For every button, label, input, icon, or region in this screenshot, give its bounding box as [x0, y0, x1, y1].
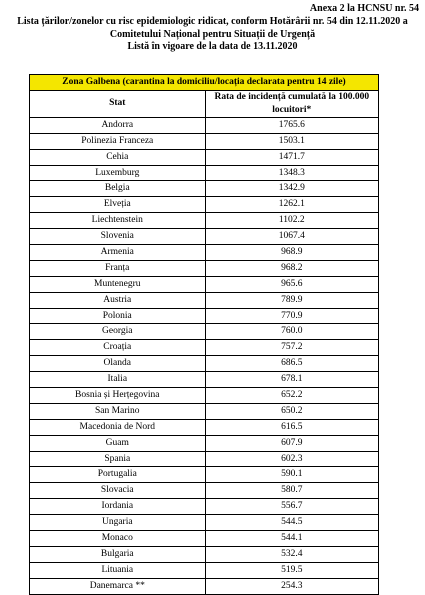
country-cell: Lituania: [30, 562, 206, 578]
country-cell: Luxemburg: [30, 165, 206, 181]
table-row: [30, 292, 379, 308]
country-cell: Italia: [30, 372, 206, 388]
table-row: [30, 340, 379, 356]
country-cell: Ungaria: [30, 515, 206, 531]
rate-cell: 602.3: [205, 451, 378, 467]
table-row: [30, 117, 379, 133]
rate-cell: 1348.3: [205, 165, 378, 181]
table-row: [30, 245, 379, 261]
country-cell: Polonia: [30, 308, 206, 324]
table-row: [30, 260, 379, 276]
country-cell: Portugalia: [30, 467, 206, 483]
title-line-2: Comitetului Național pentru Situații de Urgență: [109, 28, 316, 40]
country-cell: Cehia: [30, 149, 206, 165]
rate-cell: 556.7: [205, 499, 378, 515]
rate-cell: 1471.7: [205, 149, 378, 165]
zone-label: Zona Galbena (carantina la domiciliu/locația declarata pentru 14 zile): [30, 75, 379, 91]
rate-cell: 616.5: [205, 419, 378, 435]
table-row: [30, 229, 379, 245]
country-cell: Macedonia de Nord: [30, 419, 206, 435]
rate-cell: 1102.2: [205, 213, 378, 229]
document-heading: [0, 16, 425, 54]
country-cell: Guam: [30, 435, 206, 451]
rate-cell: 678.1: [205, 372, 378, 388]
rate-cell: 590.1: [205, 467, 378, 483]
rate-cell: 1342.9: [205, 181, 378, 197]
country-cell: Franța: [30, 260, 206, 276]
table-row: [30, 276, 379, 292]
country-cell: Slovenia: [30, 229, 206, 245]
country-cell: Georgia: [30, 324, 206, 340]
table-row: [30, 197, 379, 213]
col-rate-header: Rata de incidență cumulată la 100.000 locuitori*: [205, 90, 378, 117]
table-row: [30, 531, 379, 547]
table-row: [30, 388, 379, 404]
table-row: [30, 451, 379, 467]
country-cell: Muntenegru: [30, 276, 206, 292]
rate-cell: 650.2: [205, 403, 378, 419]
table-row: [30, 356, 379, 372]
country-cell: Monaco: [30, 531, 206, 547]
country-cell: Bosnia și Herțegovina: [30, 388, 206, 404]
country-table: [29, 74, 379, 595]
table-row: [30, 308, 379, 324]
rate-cell: 789.9: [205, 292, 378, 308]
col-country-header: Stat: [30, 90, 206, 117]
rate-cell: 968.2: [205, 260, 378, 276]
zone-header-row: [30, 75, 379, 91]
rate-cell: 770.9: [205, 308, 378, 324]
rate-cell: 652.2: [205, 388, 378, 404]
country-cell: Bulgaria: [30, 546, 206, 562]
rate-cell: 965.6: [205, 276, 378, 292]
table-row: [30, 403, 379, 419]
table-row: [30, 181, 379, 197]
country-cell: Croația: [30, 340, 206, 356]
country-cell: Belgia: [30, 181, 206, 197]
country-cell: Andorra: [30, 117, 206, 133]
country-cell: Polinezia Franceza: [30, 133, 206, 149]
table-row: [30, 546, 379, 562]
country-cell: Olanda: [30, 356, 206, 372]
table-row: [30, 372, 379, 388]
country-cell: Austria: [30, 292, 206, 308]
title-line-1: Lista țărilor/zonelor cu risc epidemiologic ridicat, conform Hotărârii nr. 54 din 12.11.2020 a: [17, 16, 408, 27]
table-row: [30, 165, 379, 181]
country-cell: San Marino: [30, 403, 206, 419]
title-line-3: Listă în vigoare de la data de 13.11.2020: [127, 41, 298, 52]
country-cell: Elveția: [30, 197, 206, 213]
table-row: [30, 419, 379, 435]
rate-cell: 519.5: [205, 562, 378, 578]
rate-cell: 757.2: [205, 340, 378, 356]
rate-cell: 1067.4: [205, 229, 378, 245]
rate-cell: 1262.1: [205, 197, 378, 213]
table-row: [30, 324, 379, 340]
column-header-row: [30, 90, 379, 117]
table-row: [30, 515, 379, 531]
table-row: [30, 578, 379, 594]
table-row: [30, 149, 379, 165]
country-cell: Danemarca **: [30, 578, 206, 594]
rate-cell: 254.3: [205, 578, 378, 594]
rate-cell: 544.5: [205, 515, 378, 531]
rate-cell: 1765.6: [205, 117, 378, 133]
country-cell: Spania: [30, 451, 206, 467]
table-row: [30, 133, 379, 149]
table-row: [30, 483, 379, 499]
rate-cell: 968.9: [205, 245, 378, 261]
annex-label: Anexa 2 la HCNSU nr. 54: [309, 3, 419, 14]
rate-cell: 580.7: [205, 483, 378, 499]
rate-cell: 607.9: [205, 435, 378, 451]
rate-cell: 760.0: [205, 324, 378, 340]
rate-cell: 544.1: [205, 531, 378, 547]
country-cell: Liechtenstein: [30, 213, 206, 229]
country-cell: Armenia: [30, 245, 206, 261]
country-cell: Iordania: [30, 499, 206, 515]
table-row: [30, 467, 379, 483]
rate-cell: 1503.1: [205, 133, 378, 149]
table-row: [30, 435, 379, 451]
table-row: [30, 213, 379, 229]
table-row: [30, 562, 379, 578]
rate-cell: 532.4: [205, 546, 378, 562]
table-row: [30, 499, 379, 515]
country-cell: Slovacia: [30, 483, 206, 499]
rate-cell: 686.5: [205, 356, 378, 372]
